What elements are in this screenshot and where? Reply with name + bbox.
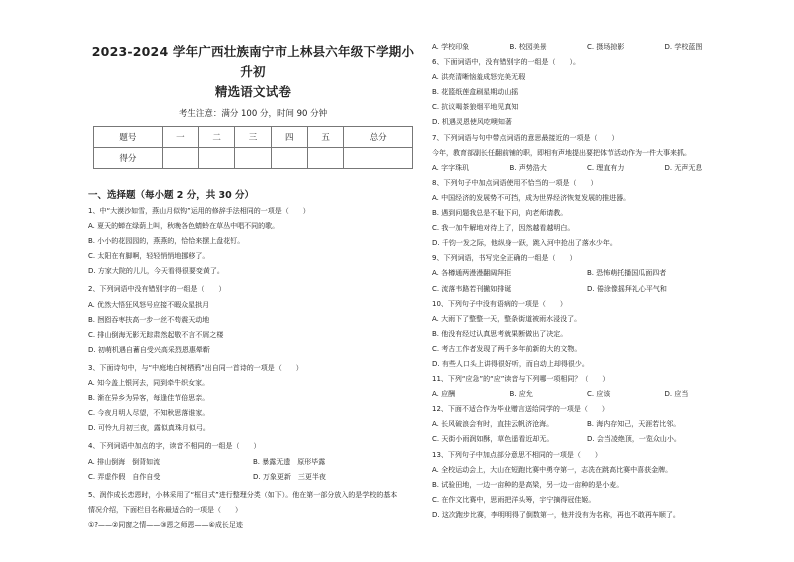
option-b[interactable]: B. 试验田地，一边一亩种的是高梁，另一边一亩种的是小麦。 <box>432 480 624 489</box>
question-stem: 13、下列句子中加点部分意思不相同的一项是（ ） <box>432 450 602 459</box>
score-row-label: 得分 <box>94 148 163 169</box>
score-header-cell: 四 <box>271 127 307 148</box>
question-stem: 2、下列词语中没有错别字的一组是（ ） <box>88 285 226 294</box>
question-stem: 7、下列词语与句中带点词语的意思最接近的一项是（ ） <box>432 133 619 142</box>
question-stem-continued: 情况介绍，下面栏目名称最适合的一项是（ ） <box>88 505 242 514</box>
option-c[interactable]: C. 理直有力 <box>587 163 625 172</box>
option-a[interactable]: A. 字字珠玑 <box>432 163 470 172</box>
option-d[interactable]: D. 万象更新 三更半夜 <box>253 472 326 481</box>
exam-notice: 考生注意：满分 100 分，时间 90 分钟 <box>178 109 328 119</box>
option-a[interactable]: A. 各樽通两漫漫翻阔拜拒 <box>432 269 512 278</box>
option-b[interactable]: B. 渐在异乡为异客，每逢佳节倍思亲。 <box>88 394 210 403</box>
question-5-outline: ①?——②同窗之情——③恩之师恩——④成长足迹 <box>88 520 243 529</box>
question-10 <box>432 297 742 372</box>
question-11 <box>432 372 742 402</box>
score-header-cell: 总分 <box>344 127 413 148</box>
section-heading: 一、选择题（每小题 2 分，共 30 分） <box>88 190 255 201</box>
option-b[interactable]: B. 声势浩大 <box>509 163 547 172</box>
question-7 <box>432 131 742 176</box>
option-a[interactable]: A. 应酬 <box>432 390 456 399</box>
exam-title-line2: 精选语文试卷 <box>214 84 292 99</box>
question-stem: 6、下面词语中，没有错别字的一组是（ ）。 <box>432 58 580 67</box>
option-b[interactable]: B. 遇到问题我总是不耻下问，向老师请教。 <box>432 209 568 218</box>
question-3 <box>88 361 418 436</box>
question-stem: 3、下面诗句中，与“中庭地白树栖鸦”出自同一首诗的一项是（ ） <box>88 363 303 372</box>
score-cell[interactable] <box>162 148 198 169</box>
option-a[interactable]: A. 长风破浪会有时，直挂云帆济沧海。 <box>432 420 554 429</box>
question-2 <box>88 282 418 357</box>
question-6 <box>432 55 742 130</box>
option-a[interactable]: A. 全校运动会上，大山在短跑比赛中勇夺第一，志冼在跳高比赛中喜获金牌。 <box>432 465 673 474</box>
option-a[interactable]: A. 中国经济的发展势不可挡，成为世界经济恢复发展的推进器。 <box>432 193 631 202</box>
option-d[interactable]: D. 千钧一发之际，他纵身一跃，跳入河中抢出了落水少年。 <box>432 239 617 248</box>
score-header-cell: 三 <box>235 127 271 148</box>
option-b[interactable]: B. 校园美景 <box>509 43 547 51</box>
option-d[interactable]: D. 倦涂像摇拜礼心平气和 <box>587 284 667 293</box>
option-c[interactable]: C. 流落韦路若刊撇如排诞 <box>432 284 512 293</box>
option-a[interactable]: A. 知今盖上银河去，同到牵牛织女家。 <box>88 379 210 388</box>
option-d[interactable]: D. 有些人口头上讲得很好听，而自动上却得很少。 <box>432 359 589 368</box>
option-b[interactable]: B. 小小的花园园的，燕燕的，恰恰来摆上盘花钉。 <box>88 237 245 246</box>
option-c[interactable]: C. 排山倒海无影无踪肃然起敬不言不屑之楼 <box>88 330 224 339</box>
option-a[interactable]: A. 优然大悟狂风怒号应接不暇众星拱月 <box>88 300 210 309</box>
option-b[interactable]: B. 花篮纸莲盒刷星期动山摇 <box>432 88 519 97</box>
question-9 <box>432 251 742 296</box>
options-grid <box>88 455 418 485</box>
question-stem: 8、下列句子中加点词语使用不恰当的一项是（ ） <box>432 178 598 187</box>
option-c[interactable]: C. 考古工作者发现了两千多年前新的大的文物。 <box>432 344 582 353</box>
question-stem: 1、中“大漠沙如雪，燕山月似钩”运用的修辞手法相同的一项是（ ） <box>88 207 310 215</box>
options-grid <box>432 161 742 176</box>
option-d[interactable]: D. 会当凌绝顶，一览众山小。 <box>587 435 681 444</box>
question-context: 今年，教育部副长任翻前铺的职，即相有声地提出要把体节活动作为一件大事来抓。 <box>432 148 691 157</box>
options-grid <box>432 387 742 402</box>
score-header-cell: 五 <box>307 127 343 148</box>
question-stem: 10、下列句子中没有语病的一项是（ ） <box>432 299 567 308</box>
option-c[interactable]: C. 在作文比赛中，思雨把洋头筹，宇宁摘得冠佳姬。 <box>432 495 596 504</box>
option-c[interactable]: C. 摄场掠影 <box>587 43 625 51</box>
option-c[interactable]: C. 天街小雨润如酥，草色遥看近却无。 <box>432 435 554 444</box>
score-cell[interactable] <box>199 148 235 169</box>
options-grid <box>432 266 742 296</box>
score-table <box>93 126 413 169</box>
question-stem: 12、下面不适合作为毕业赠言送给同学的一项是（ ） <box>432 405 609 414</box>
question-stem: 9、下列词语，书写完全正确的一组是（ ） <box>432 254 577 263</box>
option-d[interactable]: D. 无声无息 <box>664 163 703 172</box>
option-c[interactable]: C. 今夜月明人尽望，不知秋思落谁家。 <box>88 409 210 418</box>
option-b[interactable]: B. 他没有经过认真思考就果断做出了决定。 <box>432 329 568 338</box>
option-c[interactable]: C. 我一加牛解地对待上了，因然越看越明白。 <box>432 224 575 233</box>
score-header-cell: 题号 <box>94 127 163 148</box>
option-c[interactable]: C. 应该 <box>587 390 611 399</box>
exam-title-line1: 2023-2024 学年广西壮族南宁市上林县六年级下学期小升初 <box>91 44 415 79</box>
score-cell[interactable] <box>307 148 343 169</box>
score-table-score-row <box>94 148 413 169</box>
score-cell[interactable] <box>271 148 307 169</box>
option-b[interactable]: B. 海内存知己，天涯若比邻。 <box>587 420 681 429</box>
option-a[interactable]: A. 学校印象 <box>432 43 470 51</box>
option-c[interactable]: C. 太阳在有脚啊，轻轻悄悄地挪移了。 <box>88 252 210 261</box>
score-header-cell: 一 <box>162 127 198 148</box>
question-5-options <box>432 40 742 55</box>
left-column <box>88 42 418 532</box>
question-5 <box>88 488 418 532</box>
exam-title <box>88 42 418 102</box>
option-d[interactable]: D. 可怜九月初三夜，露似真珠月似弓。 <box>88 424 210 433</box>
question-1 <box>88 204 418 279</box>
option-d[interactable]: D. 方家大院的儿儿，今天看得很要变黄了。 <box>88 267 224 276</box>
question-stem: 5、润作成长恋恩时，小林采用了“框目式”进行整理分类（如下）。他在第一部分放入的是学校的基本 <box>88 490 398 499</box>
option-a[interactable]: A. 夏天的蝉在绿荫上叫，秋晚各色蜻蛉在草丛中唱不同的歌。 <box>88 222 280 231</box>
question-stem: 4、下列词语中加点的字，读音不相同的一组是（ ） <box>88 442 261 451</box>
question-13 <box>432 448 742 523</box>
question-stem: 11、下列“应急”的“应”读音与下列哪一项相同？（ ） <box>432 375 610 384</box>
score-table-header-row <box>94 127 413 148</box>
option-d[interactable]: D. 学校蓝图 <box>664 43 703 51</box>
option-d[interactable]: D. 机遇灵恩使风吃噢知著 <box>432 118 512 127</box>
score-header-cell: 二 <box>199 127 235 148</box>
question-4 <box>88 439 418 484</box>
option-b[interactable]: B. 暴露无遗 原形毕露 <box>253 457 326 466</box>
options-grid <box>432 417 742 447</box>
option-d[interactable]: D. 应当 <box>664 390 689 399</box>
score-cell[interactable] <box>344 148 413 169</box>
option-d[interactable]: D. 初萌机遇自蓄自受兴高采烈恩惠晕靳 <box>88 345 210 354</box>
score-cell[interactable] <box>235 148 271 169</box>
option-c[interactable]: C. 抗议喝茶狼烟平地见真知 <box>432 103 519 112</box>
option-b[interactable]: B. 恐怖萌托播国瓜面四者 <box>587 269 667 278</box>
question-8 <box>432 176 742 251</box>
option-b[interactable]: B. 应允 <box>509 390 533 399</box>
option-b[interactable]: B. 囫囵吞枣扶高一步一丝不苟震天动地 <box>88 315 210 324</box>
option-a[interactable]: A. 洪亮清晰恼羞成怒完美无瑕 <box>432 73 526 82</box>
right-column <box>432 40 742 523</box>
option-d[interactable]: D. 这次跑步比赛，李明明得了倒数第一，他并没有为名称，再也不敢再车顺了。 <box>432 510 680 519</box>
question-12 <box>432 402 742 447</box>
option-c[interactable]: C. 弄虚作假 自作自受 <box>88 472 161 481</box>
option-a[interactable]: A. 大雨下了整整一天，整条街道被雨水浸没了。 <box>432 314 582 323</box>
option-a[interactable]: A. 排山倒海 倒背如流 <box>88 457 161 466</box>
